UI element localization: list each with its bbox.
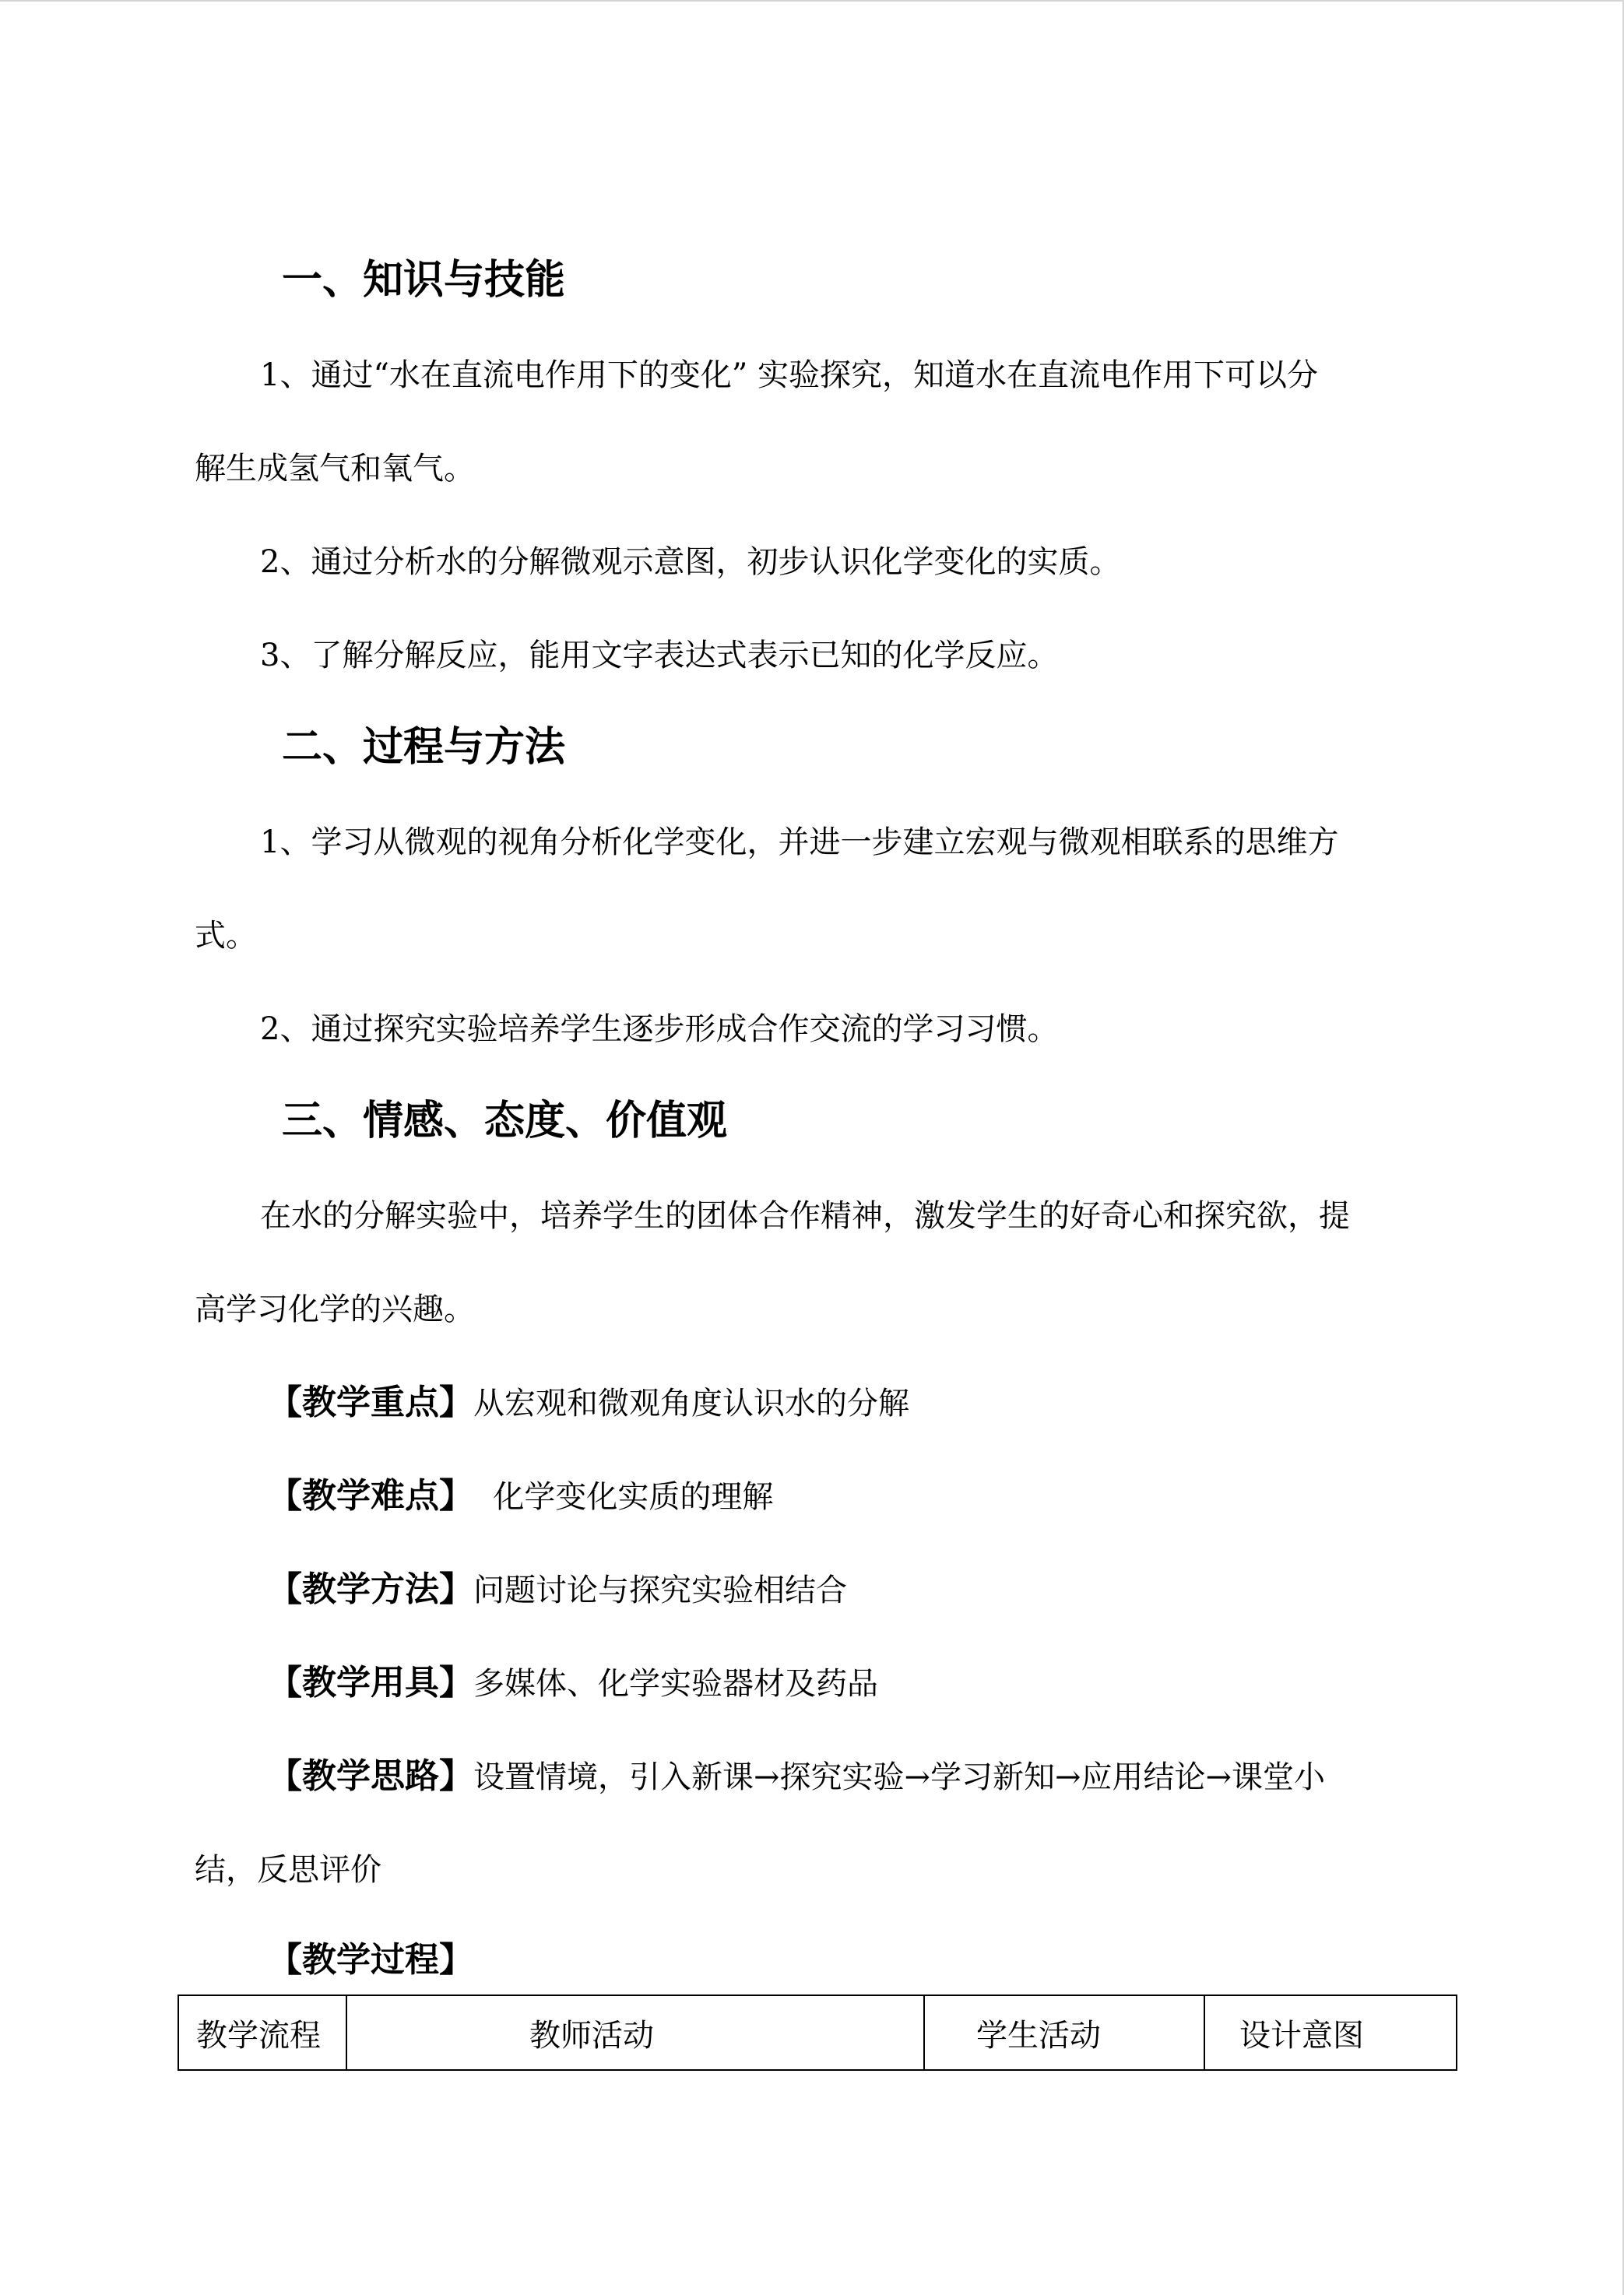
objective-1-2: 2、通过分析水的分解微观示意图，初步认识化学变化的实质。 — [260, 544, 1121, 580]
key-point-focus-text: 从宏观和微观角度认识水的分解 — [473, 1386, 909, 1422]
key-point-approach — [268, 1758, 1325, 1796]
key-point-focus-label: 【教学重点】 — [268, 1383, 473, 1422]
key-point-tools-label: 【教学用具】 — [268, 1663, 473, 1703]
objective-2-1-line2: 式。 — [195, 918, 257, 954]
key-point-difficulty-label: 【教学难点】 — [268, 1476, 473, 1516]
objective-2-1-line1: 1、学习从微观的视角分析化学变化，并进一步建立宏观与微观相联系的思维方 — [260, 824, 1339, 860]
section-heading-process: 二、过程与方法 — [282, 724, 566, 771]
column-header-student: 学生活动 — [924, 1995, 1204, 2070]
process-table-header-row — [178, 1995, 1457, 2070]
column-header-flow: 教学流程 — [178, 1995, 346, 2070]
process-label-text: 【教学过程】 — [268, 1940, 473, 1980]
column-header-intent: 设计意图 — [1204, 1995, 1457, 2070]
objective-1-1-line2: 解生成氢气和氧气。 — [195, 451, 475, 487]
process-label — [268, 1942, 473, 1980]
key-point-tools — [268, 1664, 878, 1703]
objective-2-2: 2、通过探究实验培养学生逐步形成合作交流的学习习惯。 — [260, 1011, 1059, 1047]
section-heading-attitude: 三、情感、态度、价值观 — [282, 1098, 728, 1144]
column-header-teacher: 教师活动 — [346, 1995, 924, 2070]
key-point-method-label: 【教学方法】 — [268, 1569, 473, 1609]
key-point-tools-text: 多媒体、化学实验器材及药品 — [473, 1666, 878, 1702]
objective-3-1-line2: 高学习化学的兴趣。 — [195, 1292, 475, 1327]
key-point-approach-label: 【教学思路】 — [268, 1756, 473, 1796]
key-point-focus — [268, 1384, 909, 1422]
objective-1-3: 3、了解分解反应，能用文字表达式表示已知的化学反应。 — [260, 638, 1059, 673]
key-point-approach-line2: 结，反思评价 — [195, 1852, 381, 1888]
objective-1-1-line1: 1、通过“水在直流电作用下的变化” 实验探究，知道水在直流电作用下可以分 — [260, 357, 1319, 393]
objective-3-1-line1: 在水的分解实验中，培养学生的团体合作精神，激发学生的好奇心和探究欲，提 — [260, 1198, 1350, 1234]
key-point-approach-text: 设置情境，引入新课→探究实验→学习新知→应用结论→课堂小 — [473, 1759, 1326, 1795]
section-heading-knowledge: 一、知识与技能 — [282, 257, 566, 304]
key-point-method — [268, 1571, 847, 1609]
process-table — [178, 1995, 1457, 2071]
key-point-method-text: 问题讨论与探究实验相结合 — [473, 1573, 847, 1608]
key-point-difficulty-text: 化学变化实质的理解 — [473, 1479, 774, 1515]
key-point-difficulty — [268, 1478, 773, 1516]
